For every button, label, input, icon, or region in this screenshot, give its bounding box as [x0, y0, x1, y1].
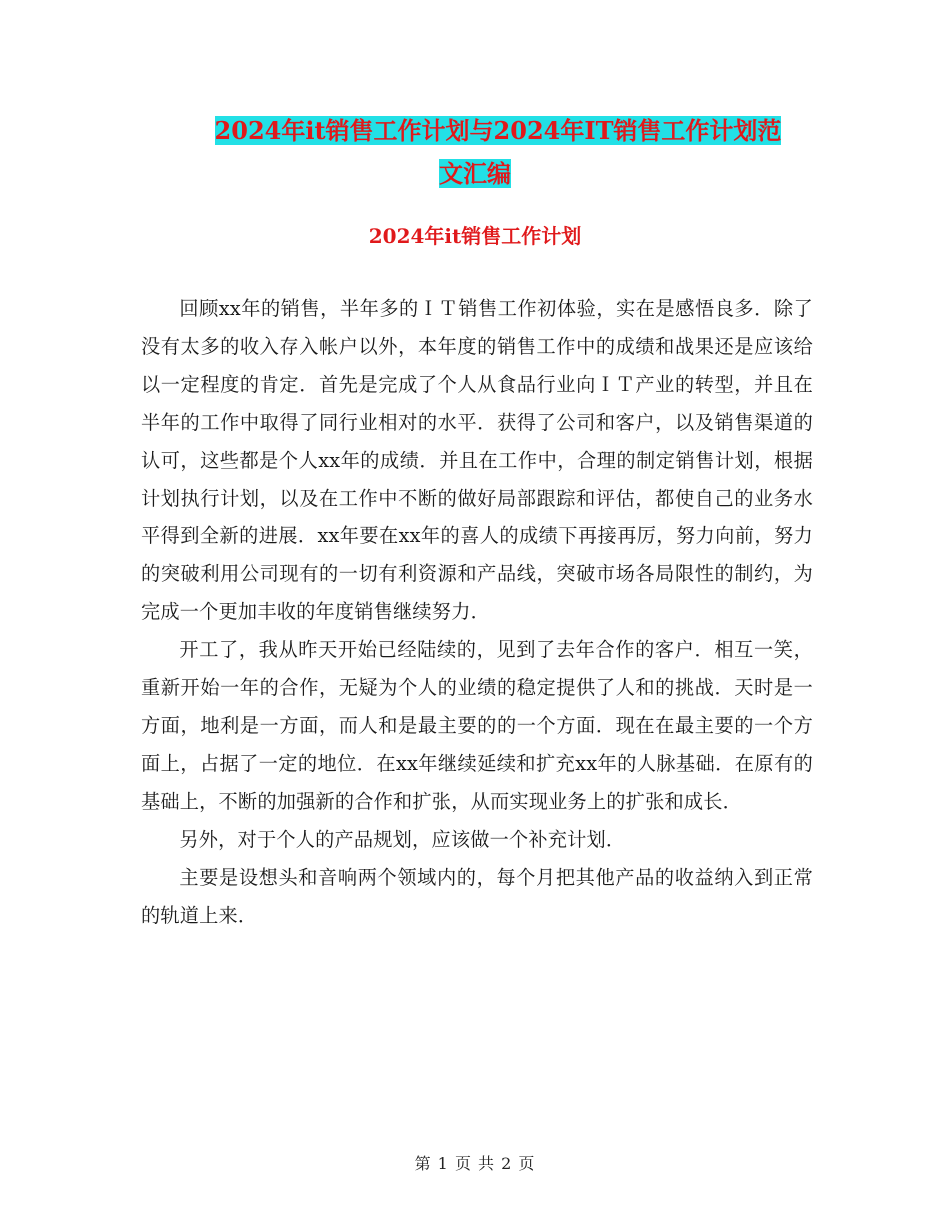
paragraph: 主要是设想头和音响两个领域内的，每个月把其他产品的收益纳入到正常的轨道上来． — [141, 865, 813, 927]
document-title-highlight: 2024年it销售工作计划与2024年IT销售工作计划范 — [214, 116, 782, 145]
document-title-line-2 — [0, 150, 950, 198]
section-title: 2024年it销售工作计划 — [368, 224, 582, 248]
document-title-line-1 — [23, 107, 950, 155]
paragraph: 回顾xx年的销售，半年多的ＩＴ销售工作初体验，实在是感悟良多．除了没有太多的收入存入帐户以外，本年度的销售工作中的成绩和战果还是应该给以一定程度的肯定．首先是完成了个人从食品行业向ＩＴ产业的转型，并且在半年的工作中取得了同行业相对的水平．获得了公司和客户，以及销售渠道的认可，这些都是个人xx年的成绩．并且在工作中，合理的制定销售计划，根据计划执行计划，以及在工作中不断的做好局部跟踪和评估，都使自己的业务水平得到全新的进展．xx年要在xx年的喜人的成绩下再接再厉，努力向前，努力的突破利用公司现有的一切有利资源和产品线，突破市场各局限性的制约，为完成一个更加丰收的年度销售继续努力． — [141, 297, 813, 624]
paragraph: 另外，对于个人的产品规划，应该做一个补充计划． — [179, 827, 626, 851]
page-number-label: 第 1 页 共 2 页 — [414, 1154, 536, 1173]
page-footer — [0, 1152, 950, 1176]
document-title-highlight: 文汇编 — [439, 159, 511, 188]
paragraph: 开工了，我从昨天开始已经陆续的，见到了去年合作的客户．相互一笑，重新开始一年的合作，无疑为个人的业绩的稳定提供了人和的挑战．天时是一方面，地利是一方面，而人和是最主要的的一个方面．现在在最主要的一个方面上，占据了一定的地位．在xx年继续延续和扩充xx年的人脉基础．在原有的基础上，不断的加强新的合作和扩张，从而实现业务上的扩张和成长． — [141, 638, 813, 813]
body-text — [141, 290, 813, 934]
